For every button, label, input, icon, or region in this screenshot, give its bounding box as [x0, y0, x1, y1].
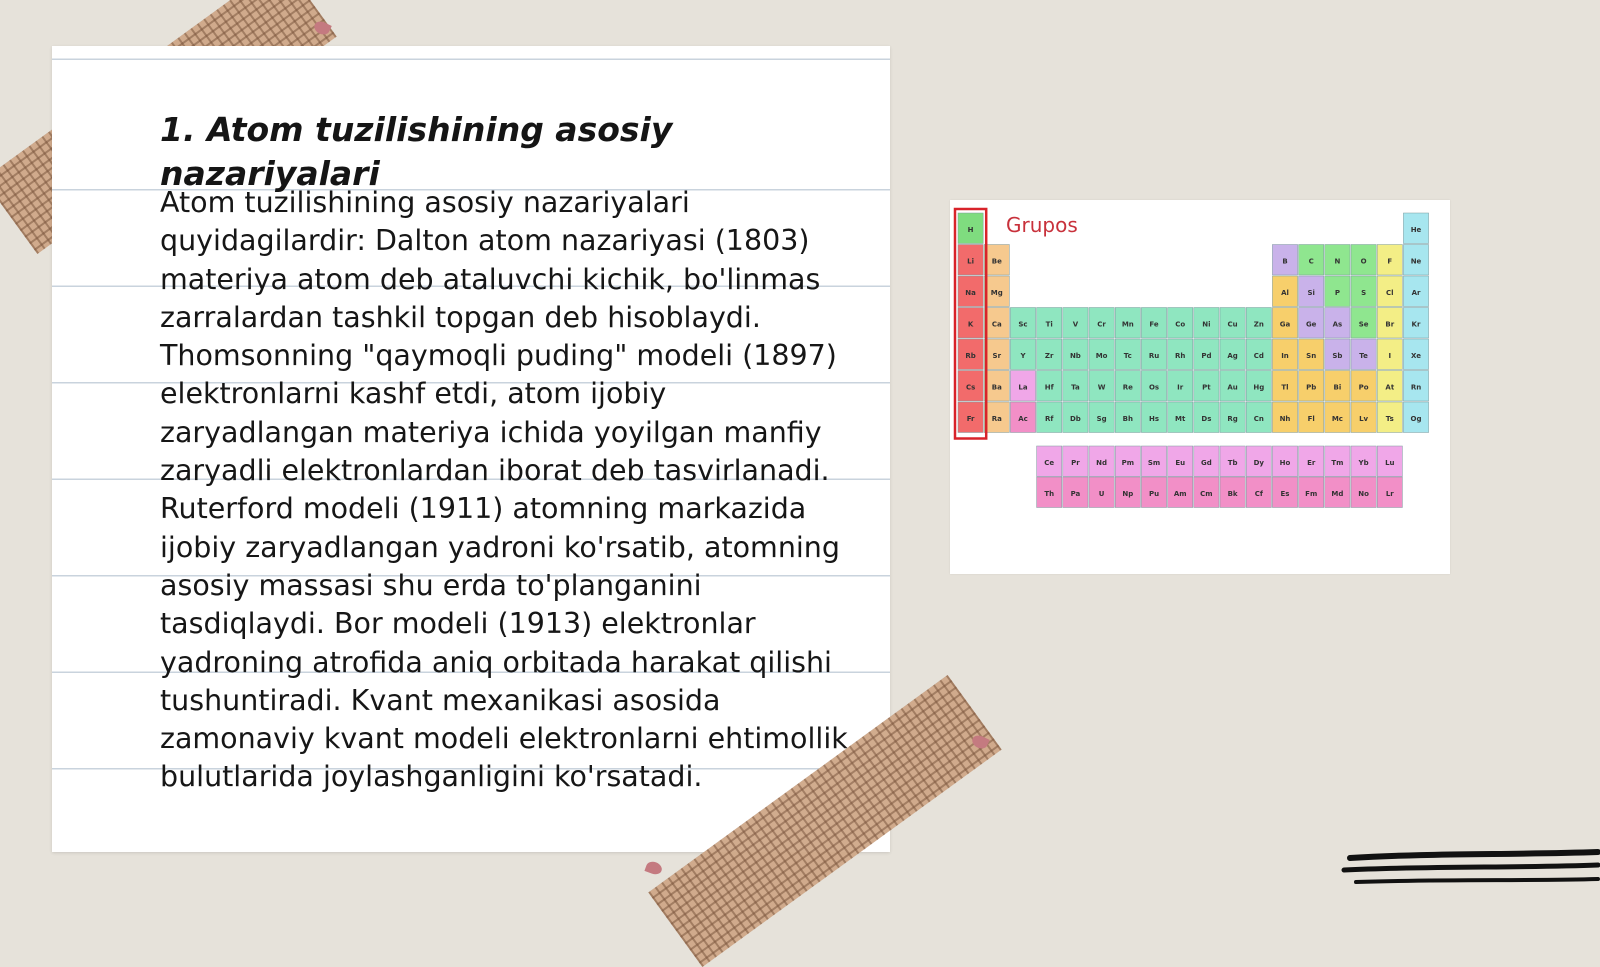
svg-text:Tl: Tl [1281, 383, 1289, 392]
element-cell-sr [984, 339, 1009, 370]
element-cell-ce [1037, 446, 1062, 477]
svg-text:Ir: Ir [1177, 383, 1184, 392]
element-cell-ir [1168, 371, 1193, 402]
svg-text:F: F [1387, 257, 1393, 266]
element-cell-co [1168, 308, 1193, 339]
element-cell-es [1272, 477, 1297, 508]
element-cell-np [1115, 477, 1140, 508]
element-cell-mo [1089, 339, 1114, 370]
svg-text:Ge: Ge [1305, 320, 1317, 329]
svg-text:Rb: Rb [965, 351, 976, 360]
svg-text:Bk: Bk [1227, 489, 1238, 498]
element-cell-tc [1115, 339, 1140, 370]
element-cell-rn [1403, 371, 1428, 402]
svg-text:Pt: Pt [1202, 383, 1211, 392]
svg-text:Rf: Rf [1044, 414, 1054, 423]
svg-text:Tm: Tm [1331, 458, 1344, 467]
element-cell-ra [984, 402, 1009, 433]
svg-text:Zn: Zn [1253, 320, 1264, 329]
svg-text:Hg: Hg [1253, 383, 1265, 392]
element-cell-se [1351, 308, 1376, 339]
svg-text:Rg: Rg [1227, 414, 1238, 423]
svg-text:S: S [1361, 288, 1367, 297]
svg-text:Og: Og [1410, 414, 1422, 423]
svg-text:Pr: Pr [1071, 458, 1080, 467]
svg-text:Ce: Ce [1044, 458, 1055, 467]
element-cell-am [1168, 477, 1193, 508]
svg-text:Te: Te [1359, 351, 1368, 360]
svg-text:Co: Co [1175, 320, 1186, 329]
element-cell-zr [1037, 339, 1062, 370]
element-cell-cs [958, 371, 983, 402]
svg-text:K: K [967, 320, 974, 329]
element-cell-sg [1089, 402, 1114, 433]
svg-text:Pu: Pu [1148, 489, 1160, 498]
slide-title: 1. Atom tuzilishining asosiy nazariyalari [160, 110, 673, 193]
element-cell-po [1351, 371, 1376, 402]
element-cell-og [1403, 402, 1428, 433]
svg-text:U: U [1098, 489, 1105, 498]
element-cell-in [1272, 339, 1297, 370]
element-cell-no [1351, 477, 1376, 508]
element-cell-rf [1037, 402, 1062, 433]
element-cell-b [1272, 245, 1297, 276]
element-cell-cm [1194, 477, 1219, 508]
svg-text:Rn: Rn [1410, 383, 1422, 392]
element-cell-mn [1115, 308, 1140, 339]
svg-text:Na: Na [965, 288, 976, 297]
element-cell-cd [1246, 339, 1271, 370]
element-cell-nd [1089, 446, 1114, 477]
element-cell-tl [1272, 371, 1297, 402]
svg-text:Fl: Fl [1307, 414, 1315, 423]
svg-text:Hs: Hs [1148, 414, 1160, 423]
svg-text:Pa: Pa [1070, 489, 1081, 498]
element-cell-li [958, 245, 983, 276]
svg-text:Li: Li [967, 257, 975, 266]
element-cell-ca [984, 308, 1009, 339]
svg-text:Os: Os [1148, 383, 1160, 392]
svg-text:Dy: Dy [1253, 458, 1264, 467]
svg-text:Yb: Yb [1358, 458, 1369, 467]
element-cell-yb [1351, 446, 1376, 477]
element-cell-p [1325, 276, 1350, 307]
element-cell-v [1063, 308, 1088, 339]
element-cell-th [1037, 477, 1062, 508]
element-cell-fl [1299, 402, 1324, 433]
element-cell-rg [1220, 402, 1245, 433]
svg-text:Ds: Ds [1201, 414, 1212, 423]
svg-text:Cs: Cs [965, 383, 976, 392]
element-cell-cu [1220, 308, 1245, 339]
element-cell-br [1377, 308, 1402, 339]
svg-text:Mt: Mt [1175, 414, 1186, 423]
svg-text:In: In [1281, 351, 1289, 360]
element-cell-zn [1246, 308, 1271, 339]
element-cell-pu [1141, 477, 1166, 508]
element-cell-ds [1194, 402, 1219, 433]
element-cell-be [984, 245, 1009, 276]
svg-text:Mn: Mn [1121, 320, 1134, 329]
svg-text:Lu: Lu [1385, 458, 1395, 467]
svg-text:V: V [1072, 320, 1079, 329]
element-cell-na [958, 276, 983, 307]
svg-text:Bi: Bi [1333, 383, 1342, 392]
svg-text:Ni: Ni [1202, 320, 1211, 329]
element-cell-y [1010, 339, 1035, 370]
svg-text:Y: Y [1020, 351, 1026, 360]
svg-text:Ho: Ho [1279, 458, 1291, 467]
element-cell-c [1299, 245, 1324, 276]
element-cell-nh [1272, 402, 1297, 433]
svg-text:Ru: Ru [1148, 351, 1160, 360]
svg-text:P: P [1334, 288, 1340, 297]
element-cell-fr [958, 402, 983, 433]
periodic-table-figure [950, 200, 1450, 574]
svg-text:Er: Er [1307, 458, 1316, 467]
element-cell-as [1325, 308, 1350, 339]
element-cell-sb [1325, 339, 1350, 370]
svg-text:Ta: Ta [1071, 383, 1080, 392]
svg-text:Lr: Lr [1385, 489, 1394, 498]
svg-text:No: No [1358, 489, 1369, 498]
svg-text:Rh: Rh [1175, 351, 1186, 360]
svg-text:Th: Th [1044, 489, 1055, 498]
svg-text:W: W [1097, 383, 1106, 392]
element-cell-db [1063, 402, 1088, 433]
svg-text:Mo: Mo [1095, 351, 1108, 360]
svg-text:Ts: Ts [1385, 414, 1394, 423]
svg-text:Cl: Cl [1386, 288, 1394, 297]
svg-text:Tb: Tb [1227, 458, 1238, 467]
svg-text:Db: Db [1069, 414, 1081, 423]
svg-text:Cr: Cr [1097, 320, 1106, 329]
element-cell-eu [1168, 446, 1193, 477]
svg-text:Sb: Sb [1332, 351, 1343, 360]
element-cell-ni [1194, 308, 1219, 339]
element-cell-pr [1063, 446, 1088, 477]
element-cell-at [1377, 371, 1402, 402]
element-cell-mt [1168, 402, 1193, 433]
element-cell-nb [1063, 339, 1088, 370]
element-cell-tm [1325, 446, 1350, 477]
element-cell-ag [1220, 339, 1245, 370]
svg-text:La: La [1018, 383, 1028, 392]
periodic-table-title: Grupos [1006, 213, 1078, 237]
svg-text:Pd: Pd [1201, 351, 1212, 360]
svg-text:Fe: Fe [1149, 320, 1159, 329]
svg-text:B: B [1282, 257, 1288, 266]
element-cell-ne [1403, 245, 1428, 276]
element-cell-ru [1141, 339, 1166, 370]
svg-text:Cd: Cd [1253, 351, 1264, 360]
svg-text:Nb: Nb [1069, 351, 1081, 360]
svg-text:O: O [1360, 257, 1367, 266]
svg-text:Lv: Lv [1359, 414, 1369, 423]
svg-text:Sg: Sg [1096, 414, 1107, 423]
element-cell-fm [1299, 477, 1324, 508]
svg-text:Sr: Sr [992, 351, 1002, 360]
svg-text:Ne: Ne [1410, 257, 1422, 266]
element-cell-rh [1168, 339, 1193, 370]
element-cell-er [1299, 446, 1324, 477]
element-cell-he [1403, 213, 1428, 244]
element-cell-h [958, 213, 983, 244]
svg-text:Sn: Sn [1306, 351, 1317, 360]
svg-text:Cf: Cf [1254, 489, 1263, 498]
svg-text:Fr: Fr [966, 414, 975, 423]
element-cell-ta [1063, 371, 1088, 402]
svg-text:Pm: Pm [1121, 458, 1135, 467]
periodic-table-graphic [950, 200, 1450, 574]
svg-text:H: H [967, 225, 974, 234]
slide-body-text: Atom tuzilishining asosiy nazariyalari quyidagilardir: Dalton atom nazariyasi (1803) materiya atom deb ataluvchi kichik, bo'linmas zarralardan tashkil topgan deb hisoblaydi. Thomsonning "qaymoqli puding" modeli (1897) elektronlarni kashf etdi, atom ijobiy zaryadlangan materiya ichida yoyilgan manfiy zaryadli elektronlardan iborat deb tasvirlanadi. Ruterford modeli (1911) atomning markazida ijobiy zaryadlangan yadroni ko'rsatib, atomning asosiy massasi shu erda to'planganini tasdiqlaydi. Bor modeli (1913) elektronlar yadroning atrofida aniq orbitada harakat qilishi tushuntiradi. Kvant mexanikasi asosida zamonaviy kvant modeli elektronlarni ehtimollik bulutlarida joylashganligini ko'rsatadi. [160, 186, 848, 794]
element-cell-cn [1246, 402, 1271, 433]
element-cell-mc [1325, 402, 1350, 433]
svg-text:Np: Np [1122, 489, 1134, 498]
element-cell-n [1325, 245, 1350, 276]
svg-text:Ga: Ga [1279, 320, 1291, 329]
element-cell-ga [1272, 308, 1297, 339]
svg-text:Re: Re [1122, 383, 1133, 392]
svg-text:Pb: Pb [1306, 383, 1317, 392]
svg-text:Nd: Nd [1096, 458, 1108, 467]
element-cell-mg [984, 276, 1009, 307]
svg-text:Si: Si [1307, 288, 1315, 297]
svg-text:Al: Al [1281, 288, 1289, 297]
svg-text:Es: Es [1280, 489, 1290, 498]
element-cell-pd [1194, 339, 1219, 370]
element-cell-sn [1299, 339, 1324, 370]
element-cell-te [1351, 339, 1376, 370]
svg-text:At: At [1385, 383, 1395, 392]
element-cell-lr [1377, 477, 1402, 508]
element-cell-pb [1299, 371, 1324, 402]
tape-end-decoration [644, 860, 663, 877]
element-cell-lu [1377, 446, 1402, 477]
svg-text:C: C [1308, 257, 1314, 266]
svg-text:Kr: Kr [1411, 320, 1421, 329]
element-cell-la [1010, 371, 1035, 402]
svg-text:Cm: Cm [1200, 489, 1213, 498]
element-cell-pt [1194, 371, 1219, 402]
element-cell-dy [1246, 446, 1271, 477]
element-cell-pm [1115, 446, 1140, 477]
element-cell-hs [1141, 402, 1166, 433]
element-cell-bk [1220, 477, 1245, 508]
svg-text:Au: Au [1227, 383, 1238, 392]
element-cell-u [1089, 477, 1114, 508]
svg-text:Tc: Tc [1123, 351, 1132, 360]
element-cell-o [1351, 245, 1376, 276]
svg-text:Hf: Hf [1044, 383, 1054, 392]
svg-text:Bh: Bh [1122, 414, 1133, 423]
element-cell-hg [1246, 371, 1271, 402]
element-cell-sm [1141, 446, 1166, 477]
svg-text:Nh: Nh [1279, 414, 1291, 423]
element-cell-gd [1194, 446, 1219, 477]
svg-text:Mc: Mc [1331, 414, 1343, 423]
svg-text:Se: Se [1358, 320, 1369, 329]
element-cell-ac [1010, 402, 1035, 433]
svg-text:N: N [1334, 257, 1341, 266]
element-cell-cf [1246, 477, 1271, 508]
element-cell-md [1325, 477, 1350, 508]
svg-text:Ra: Ra [991, 414, 1002, 423]
svg-text:Ti: Ti [1045, 320, 1053, 329]
svg-text:I: I [1388, 351, 1392, 360]
element-cell-f [1377, 245, 1402, 276]
element-cell-cr [1089, 308, 1114, 339]
element-cell-ge [1299, 308, 1324, 339]
element-cell-ti [1037, 308, 1062, 339]
element-cell-pa [1063, 477, 1088, 508]
svg-text:Ba: Ba [991, 383, 1002, 392]
element-cell-tb [1220, 446, 1245, 477]
element-cell-lv [1351, 402, 1376, 433]
svg-text:Md: Md [1331, 489, 1344, 498]
svg-text:Sc: Sc [1018, 320, 1028, 329]
element-cell-w [1089, 371, 1114, 402]
element-cell-ar [1403, 276, 1428, 307]
element-cell-ho [1272, 446, 1297, 477]
svg-text:Sm: Sm [1147, 458, 1161, 467]
svg-text:Ag: Ag [1227, 351, 1238, 360]
element-cell-bh [1115, 402, 1140, 433]
svg-text:Mg: Mg [990, 288, 1003, 297]
element-cell-re [1115, 371, 1140, 402]
svg-text:Am: Am [1173, 489, 1187, 498]
element-cell-kr [1403, 308, 1428, 339]
svg-text:Fm: Fm [1305, 489, 1318, 498]
element-cell-si [1299, 276, 1324, 307]
element-cell-bi [1325, 371, 1350, 402]
element-cell-ba [984, 371, 1009, 402]
svg-text:Eu: Eu [1175, 458, 1186, 467]
element-cell-sc [1010, 308, 1035, 339]
element-cell-hf [1037, 371, 1062, 402]
brush-strokes-decoration [1340, 846, 1600, 896]
element-cell-rb [958, 339, 983, 370]
svg-text:Zr: Zr [1044, 351, 1054, 360]
element-cell-s [1351, 276, 1376, 307]
element-cell-au [1220, 371, 1245, 402]
element-cell-i [1377, 339, 1402, 370]
svg-text:Po: Po [1358, 383, 1369, 392]
svg-text:As: As [1332, 320, 1343, 329]
element-cell-cl [1377, 276, 1402, 307]
svg-text:Ar: Ar [1411, 288, 1421, 297]
svg-text:Ca: Ca [991, 320, 1002, 329]
element-cell-k [958, 308, 983, 339]
element-cell-fe [1141, 308, 1166, 339]
element-cell-xe [1403, 339, 1428, 370]
svg-text:Xe: Xe [1411, 351, 1421, 360]
element-cell-os [1141, 371, 1166, 402]
svg-text:Br: Br [1385, 320, 1395, 329]
element-cell-ts [1377, 402, 1402, 433]
svg-text:Cu: Cu [1227, 320, 1238, 329]
element-cell-al [1272, 276, 1297, 307]
svg-text:Gd: Gd [1201, 458, 1212, 467]
svg-text:Cn: Cn [1253, 414, 1264, 423]
svg-text:He: He [1410, 225, 1422, 234]
svg-text:Ac: Ac [1018, 414, 1028, 423]
svg-text:Be: Be [991, 257, 1002, 266]
